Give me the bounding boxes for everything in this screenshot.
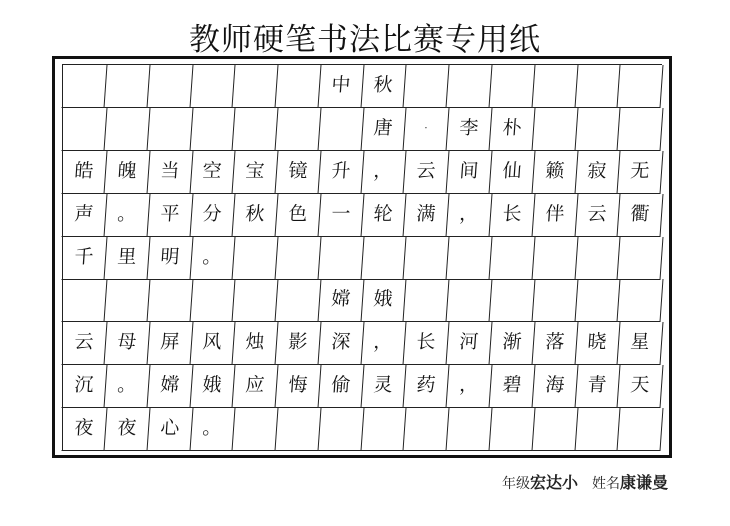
grid-cell: 。 bbox=[190, 237, 236, 280]
grid-cell bbox=[575, 108, 621, 151]
grid-cell bbox=[233, 279, 279, 322]
grid-cell bbox=[618, 237, 664, 280]
grid-cell: 药 bbox=[404, 365, 450, 408]
grid-cell bbox=[618, 408, 664, 451]
grid-cell: 镜 bbox=[275, 151, 321, 194]
grid-cell bbox=[147, 65, 193, 108]
grid-cell bbox=[62, 108, 108, 151]
grid-cell bbox=[489, 65, 535, 108]
grid-cell: 碧 bbox=[489, 365, 535, 408]
grid-cell bbox=[361, 408, 407, 451]
grid-cell: 色 bbox=[275, 194, 321, 237]
grid-cell: 一 bbox=[318, 194, 364, 237]
grid-cell: ， bbox=[361, 151, 407, 194]
name-value: 康谦曼 bbox=[620, 473, 669, 492]
grid-cell bbox=[447, 237, 493, 280]
grid-cell bbox=[318, 408, 364, 451]
grid-cell bbox=[404, 237, 450, 280]
grid-cell: 母 bbox=[104, 322, 150, 365]
grid-cell bbox=[190, 279, 236, 322]
grid-cell: 秋 bbox=[233, 194, 279, 237]
sheet-title: 教师硬笔书法比赛专用纸 bbox=[189, 22, 541, 58]
grid-cell bbox=[618, 279, 664, 322]
grid-cell bbox=[104, 65, 150, 108]
grid-cell: 。 bbox=[104, 194, 150, 237]
grid-cell bbox=[275, 65, 321, 108]
grid-cell: 寂 bbox=[575, 151, 621, 194]
grid-cell bbox=[318, 237, 364, 280]
grid-cell: 青 bbox=[575, 365, 621, 408]
grid-cell bbox=[404, 279, 450, 322]
grid-cell: 屏 bbox=[147, 322, 193, 365]
grid-cell bbox=[404, 65, 450, 108]
writing-grid bbox=[62, 64, 662, 451]
grid-cell: 间 bbox=[447, 151, 493, 194]
grid-cell bbox=[618, 108, 664, 151]
grid-cell: ， bbox=[447, 365, 493, 408]
grid-cell: 里 bbox=[104, 237, 150, 280]
grid-cell: 。 bbox=[190, 408, 236, 451]
grid-cell bbox=[190, 108, 236, 151]
grid-cell bbox=[447, 65, 493, 108]
grid-cell bbox=[147, 279, 193, 322]
grid-cell: 悔 bbox=[275, 365, 321, 408]
grid-cell: 朴 bbox=[489, 108, 535, 151]
grid-cell: 嫦 bbox=[147, 365, 193, 408]
grid-cell: 云 bbox=[62, 322, 108, 365]
grid-cell: 分 bbox=[190, 194, 236, 237]
grid-cell: 娥 bbox=[361, 279, 407, 322]
grid-cell: 心 bbox=[147, 408, 193, 451]
grid-cell bbox=[532, 408, 578, 451]
grid-cell bbox=[62, 65, 108, 108]
grid-cell: 偷 bbox=[318, 365, 364, 408]
grid-cell: 风 bbox=[190, 322, 236, 365]
grid-cell bbox=[404, 408, 450, 451]
grid-cell bbox=[190, 65, 236, 108]
grid-cell bbox=[233, 65, 279, 108]
grid-cell: 中 bbox=[318, 65, 364, 108]
grid-cell: 满 bbox=[404, 194, 450, 237]
grid-cell bbox=[447, 408, 493, 451]
grid-cell: · bbox=[404, 108, 450, 151]
grid-cell: 宝 bbox=[233, 151, 279, 194]
grid-cell: 落 bbox=[532, 322, 578, 365]
grid-cell bbox=[532, 65, 578, 108]
grade-value: 宏达小 bbox=[530, 473, 579, 492]
grid-cell: 唐 bbox=[361, 108, 407, 151]
grid-cell bbox=[233, 237, 279, 280]
grid-cell bbox=[233, 408, 279, 451]
grid-cell bbox=[275, 108, 321, 151]
grid-cell: ， bbox=[447, 194, 493, 237]
grid-cell: 晓 bbox=[575, 322, 621, 365]
grid-cell: ， bbox=[361, 322, 407, 365]
grid-cell bbox=[275, 279, 321, 322]
grid-cell bbox=[575, 408, 621, 451]
grid-cell: 秋 bbox=[361, 65, 407, 108]
grid-cell bbox=[104, 279, 150, 322]
grid-cell bbox=[575, 237, 621, 280]
grid-cell: 娥 bbox=[190, 365, 236, 408]
grid-cell bbox=[532, 108, 578, 151]
grid-cell: 夜 bbox=[62, 408, 108, 451]
grid-cell bbox=[361, 237, 407, 280]
grid-cell bbox=[618, 65, 664, 108]
grade-label: 年级 bbox=[502, 476, 530, 492]
footer bbox=[502, 470, 668, 493]
grid-cell: 应 bbox=[233, 365, 279, 408]
grid-cell: 影 bbox=[275, 322, 321, 365]
grid-cell bbox=[62, 279, 108, 322]
grid-cell bbox=[147, 108, 193, 151]
grid-cell: 当 bbox=[147, 151, 193, 194]
grid-cell: 李 bbox=[447, 108, 493, 151]
grid-cell: 渐 bbox=[489, 322, 535, 365]
grid-cell: 深 bbox=[318, 322, 364, 365]
grid-cell bbox=[532, 237, 578, 280]
grid-cell: 籁 bbox=[532, 151, 578, 194]
grid-cell: 嫦 bbox=[318, 279, 364, 322]
grid-cell: 长 bbox=[489, 194, 535, 237]
grid-cell bbox=[275, 237, 321, 280]
grid-cell: 平 bbox=[147, 194, 193, 237]
grid-cell bbox=[233, 108, 279, 151]
grid-cell bbox=[104, 108, 150, 151]
grid-cell: 升 bbox=[318, 151, 364, 194]
grid-cell: 明 bbox=[147, 237, 193, 280]
grid-cell: 河 bbox=[447, 322, 493, 365]
grid-cell: 云 bbox=[404, 151, 450, 194]
grid-cell bbox=[318, 108, 364, 151]
grid-cell bbox=[447, 279, 493, 322]
grid-cell: 无 bbox=[618, 151, 664, 194]
grid-cell bbox=[275, 408, 321, 451]
grid-cell: 皓 bbox=[62, 151, 108, 194]
grid-cell: 。 bbox=[104, 365, 150, 408]
grid-cell: 空 bbox=[190, 151, 236, 194]
grid-cell bbox=[532, 279, 578, 322]
grid-cell: 星 bbox=[618, 322, 664, 365]
grid-cell: 海 bbox=[532, 365, 578, 408]
grid-cell: 灵 bbox=[361, 365, 407, 408]
grid-cell bbox=[489, 279, 535, 322]
name-label: 姓名 bbox=[592, 476, 621, 492]
grid-cell bbox=[575, 279, 621, 322]
grid-cell: 衢 bbox=[618, 194, 664, 237]
grid-cell: 千 bbox=[62, 237, 108, 280]
grid-cell bbox=[489, 237, 535, 280]
grid-cell: 天 bbox=[618, 365, 664, 408]
grid-cell: 沉 bbox=[62, 365, 108, 408]
grid-cell: 伴 bbox=[532, 194, 578, 237]
grid-cell: 轮 bbox=[361, 194, 407, 237]
grid-cell bbox=[489, 408, 535, 451]
grid-cell: 云 bbox=[575, 194, 621, 237]
grid-cell: 夜 bbox=[104, 408, 150, 451]
grid-cell: 魄 bbox=[104, 151, 150, 194]
grid-cell: 声 bbox=[62, 194, 108, 237]
grid-cell: 仙 bbox=[489, 151, 535, 194]
grid-cell: 长 bbox=[404, 322, 450, 365]
grid-cell: 烛 bbox=[233, 322, 279, 365]
grid-cell bbox=[575, 65, 621, 108]
